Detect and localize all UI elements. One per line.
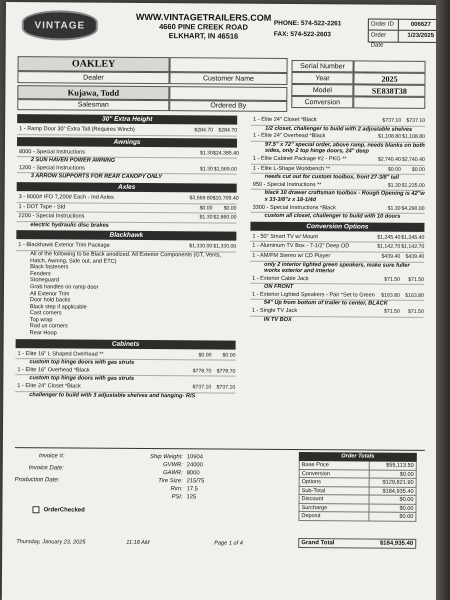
line-item-price: $0.00 — [199, 204, 213, 212]
year-label: Year — [291, 72, 353, 84]
ordered-by-value — [169, 86, 287, 101]
line-item-price: $778.70 — [192, 368, 212, 375]
item-note: 2 SUN HAVEN POWER AWNING — [30, 157, 116, 164]
invoice-date-label: Invoice Date: — [28, 465, 64, 472]
line-item-total: $71.50 — [408, 276, 425, 283]
section-title: Blackhawk — [16, 230, 236, 241]
section-title: 30" Extra Height — [17, 114, 237, 125]
total-label: Sub-Total — [300, 487, 370, 495]
item-sub-line: Top wrap — [29, 317, 53, 324]
phone: PHONE: 574-522-2261 — [273, 19, 342, 28]
total-label: Discount — [300, 495, 370, 503]
serial-value — [354, 60, 426, 73]
line-item-total: $1,142.70 — [401, 244, 425, 251]
line-item-desc: 1 - Elite 16" Overhead *Black — [17, 366, 90, 374]
footer-time: 11:18 AM — [126, 539, 150, 547]
line-item-desc: 1 - Elite L-Shape Workbench ** — [252, 165, 331, 172]
total-value: $0.00 — [399, 496, 414, 503]
line-item-desc: 1 - Single TV Jack — [251, 307, 298, 315]
total-label: Options — [300, 478, 370, 486]
order-id: 006627 — [410, 21, 431, 28]
line-item-price: $1.30 — [199, 166, 213, 173]
line-item-price: $71.50 — [384, 276, 401, 283]
section-title: Conversion Options — [250, 221, 424, 231]
total-value: $129,821.90 — [382, 479, 414, 486]
footer-date: Thursday, January 23, 2025 — [16, 539, 86, 546]
conversion-value — [353, 96, 425, 109]
line-item-desc: 2200 - Special Instructions — [18, 213, 85, 220]
customer-name-label: Customer Name — [169, 72, 287, 85]
line-item-total: $71.50 — [407, 308, 424, 315]
line-item-price: $71.50 — [383, 308, 400, 315]
spec-label: Rim: — [170, 486, 183, 493]
line-item-price: $1.30 — [199, 149, 213, 157]
line-item-price: $1,330.00 — [189, 243, 213, 250]
right-options-column — [250, 116, 425, 324]
spec-value: 24000 — [186, 462, 203, 469]
total-label: Surcharge — [299, 504, 369, 512]
line-item-price: $0.00 — [387, 166, 401, 173]
item-note: challenger to build with 3 adjustable shelves and hanging- R/S — [29, 391, 196, 399]
conversion-label: Conversion — [291, 96, 353, 108]
line-item-price: $3,569.80 — [189, 195, 213, 202]
contact-info — [274, 18, 342, 40]
line-item-total: $1,108.80 — [401, 133, 426, 141]
line-item-price: $163.80 — [381, 292, 400, 299]
vintage-logo: VINTAGE — [22, 10, 98, 41]
line-item-price: $284.70 — [194, 127, 214, 134]
total-label: Conversion — [300, 470, 370, 478]
line-item-desc: 1 - 50" Smart TV w/ Mount — [252, 233, 319, 240]
line-item-total: $4,290.00 — [401, 205, 425, 212]
company-address-1: 4660 PINE CREEK ROAD — [159, 22, 248, 32]
trailer-specs — [133, 453, 205, 501]
spec-value: 10904 — [186, 454, 203, 461]
spec-value: 215/75 — [186, 478, 205, 485]
total-value: $0.00 — [399, 505, 414, 512]
total-row — [298, 512, 416, 521]
spec-label: Ship Weight: — [150, 454, 183, 461]
total-value: $55,113.50 — [386, 462, 414, 469]
salesman-label: Salesman — [17, 99, 169, 111]
item-sub-line: Door hold backs — [29, 297, 71, 304]
total-label: Deposit — [299, 512, 369, 520]
grand-total-value: $184,935.40 — [379, 540, 414, 547]
line-item-price: $1,245.40 — [377, 234, 401, 241]
line-item-total: $284.70 — [218, 127, 238, 134]
line-item-price: $0.00 — [198, 352, 212, 359]
order-id-label: Order ID — [369, 20, 399, 30]
line-item-desc: 1 - Elite 24" Closet *Black — [253, 116, 317, 124]
line-item-desc: 1 - Elite Cabinet Package #2 - PKG ** — [252, 155, 347, 163]
dealer-value: OAKLEY — [18, 56, 170, 72]
customer-name-value — [170, 57, 288, 73]
order-date: 1/23/2025 — [407, 32, 435, 39]
item-note: custom top hinge doors with gas struts — [29, 375, 135, 383]
line-item-desc: 1 - Elite 24" Closet *Black — [17, 383, 81, 390]
line-item-total: $24,385.40 — [212, 150, 239, 157]
dealer-label: Dealer — [17, 71, 169, 84]
item-note: black 10 drawer craftsman toolbox - Rough Opening is 42"w x 33-3/8"z x 18-1/4d — [264, 190, 425, 204]
line-item-desc: 1 - AM/FM Stereo w/ CD Player — [252, 252, 331, 260]
item-note: custom all closet, challenger to build with 10 doors — [264, 212, 401, 220]
spec-label: PSI: — [171, 494, 183, 501]
ordered-by-label: Ordered By — [169, 100, 287, 112]
line-item-price: $1,142.70 — [377, 243, 401, 251]
order-checked[interactable] — [32, 506, 84, 513]
line-item-total: $2,860.00 — [213, 214, 237, 221]
spec-value: 8000 — [186, 470, 200, 477]
line-item-desc: 1 - Ramp Door 30" Extra Tall (Requires Winch) — [19, 126, 135, 133]
line-item-price: $1,108.80 — [377, 133, 402, 140]
divider — [15, 447, 425, 451]
order-checked-checkbox[interactable] — [32, 506, 39, 513]
line-item-price: $439.40 — [381, 253, 401, 260]
total-label: Base Price — [300, 461, 370, 469]
spec-value: 17.5 — [186, 486, 198, 493]
line-item-desc: 1 - Elite 24" Overhead *Black — [253, 132, 326, 140]
item-sub-line: All Exterior Trim — [29, 290, 70, 297]
line-item-price: $1.30 — [387, 182, 401, 189]
item-sub-line: Black fasteners — [30, 264, 69, 271]
line-item-desc: 3300 - Special Instructions *Black — [252, 204, 336, 211]
footer-page: Page 1 of 4 — [214, 540, 243, 547]
item-note: 1/2 closet, challenger to build with 2 adjustable shelves — [265, 125, 413, 133]
item-note: needs cut out for custom toolbox, front 27-3/8" tall — [264, 173, 399, 181]
item-sub-line: Stoneguard — [30, 277, 60, 284]
item-note: 54" Up from bottom of trailer to center, BLACK — [263, 300, 388, 308]
line-item-total: $0.00 — [223, 205, 237, 212]
section-title: Axles — [17, 182, 237, 193]
grand-total-label: Grand Total — [301, 540, 335, 547]
company-name: WWW.VINTAGETRAILERS.COM — [135, 11, 272, 23]
item-note: custom top hinge doors with gas struts — [29, 359, 135, 367]
line-item-total: $737.10 — [406, 117, 426, 124]
line-item-desc: 1 - Elite 16" L Shaped Overhead ** — [17, 350, 104, 358]
section-title: Awnings — [17, 137, 237, 148]
item-sub-line: Fenders — [30, 270, 51, 278]
section-title: Cabinets — [16, 339, 236, 350]
line-item-desc: 1 - DOT Tape - Std — [18, 203, 66, 210]
production-date-label: Production Date: — [14, 477, 60, 484]
line-item-total: $778.70 — [216, 368, 236, 375]
item-note: IN TV BOX — [263, 316, 292, 323]
left-options-column — [15, 112, 237, 400]
line-item-total: $1,245.40 — [401, 234, 425, 241]
order-totals-title: Order Totals — [299, 452, 417, 462]
total-value: $0.00 — [399, 471, 414, 478]
line-item-total: $163.80 — [405, 292, 424, 299]
line-item — [17, 125, 237, 136]
item-note: 3 ARROW SUPPORTS FOR REAR CANOPY ONLY — [30, 173, 163, 181]
year-value: 2025 — [353, 72, 425, 85]
line-item-total: $737.10 — [216, 384, 236, 391]
line-item-price: $737.10 — [382, 117, 402, 124]
item-sub-line: Grab handles on ramp door — [29, 284, 99, 291]
item-sub-line: Black step if applicable — [29, 303, 87, 311]
item-note: ON FRONT — [263, 284, 294, 291]
spec-label: GVWR: — [163, 462, 183, 469]
line-item-total: $439.40 — [405, 253, 425, 260]
order-checked-label: OrderChecked — [43, 506, 85, 514]
total-value: $0.00 — [399, 513, 414, 520]
item-sub-line: Rear Hoop — [29, 330, 57, 337]
item-note: electric hydraulic disc brakes — [30, 221, 109, 229]
company-info — [136, 13, 272, 41]
line-item-price: $737.10 — [192, 384, 212, 391]
line-item-desc: 1 - Aluminum TV Box - 7-1/2" Deep OD — [252, 243, 350, 250]
total-value: $184,935.40 — [382, 488, 414, 495]
order-id-box — [368, 19, 444, 49]
order-totals — [298, 452, 416, 521]
grand-total — [298, 538, 416, 549]
serial-label: Serial Number — [292, 60, 354, 72]
item-sub-line: Cast corners — [29, 310, 62, 317]
item-sub-line: All of the following to be Black anodized. All Exterior Components (GT, Vents, Hatch, Awning, Side out, and ETC) — [30, 251, 222, 265]
model-label: Model — [291, 84, 353, 96]
order-date-label: Order Date — [369, 31, 399, 42]
model-value: SE838T38 — [353, 84, 425, 97]
background-edge — [436, 0, 450, 600]
line-item-total: $1,569.00 — [213, 166, 237, 173]
line-item-total: $10,709.40 — [212, 195, 239, 202]
line-item-total: $1,235.00 — [401, 182, 425, 189]
line-item-desc: 1 - Exterior Lighted Speakers - Pair *Set to Green — [251, 291, 375, 299]
company-address-2: ELKHART, IN 46516 — [168, 31, 239, 41]
line-item-desc: 1 - Blackhawk Exterior Trim Package — [18, 242, 110, 250]
line-item-desc: 8000 - Special Instructions — [18, 148, 85, 156]
line-item-price: $1.30 — [387, 205, 401, 212]
line-item-total: $1,330.00 — [213, 243, 237, 250]
item-note: 97.5" x 72" special order, above ramp, needs blanks on both sides, only 2 top hinge doors, 24" deep — [264, 141, 425, 155]
line-item-total: $0.00 — [222, 352, 236, 359]
line-item-total: $0.00 — [411, 166, 425, 173]
spec-label: Tire Size: — [158, 478, 183, 485]
line-item-price: $2,740.40 — [377, 156, 401, 163]
item-sub-line: Rad us corners — [29, 323, 68, 330]
invoice-label: Invoice #: — [38, 453, 65, 460]
invoice-info — [15, 450, 65, 486]
fax: FAX: 574-522-2603 — [273, 30, 331, 39]
line-item-price: $1.30 — [199, 214, 213, 221]
salesman-value: Kujawa, Todd — [17, 85, 169, 100]
spec-row — [133, 493, 205, 502]
order-sheet — [2, 2, 444, 600]
spec-label: GAWR: — [163, 470, 183, 477]
line-item-desc: 3 - 8000# IFO 7,200# Each - Ind Axles — [18, 194, 114, 201]
item-note: only 2 interior lighted green speakers, make sure fuller works exterior and interior — [264, 261, 410, 275]
line-item-desc: 1200 - Special Instructions — [18, 164, 85, 172]
spec-value: 125 — [186, 494, 197, 501]
line-item-desc: 950 - Special Instructions ** — [252, 181, 322, 188]
line-item-desc: 1 - Exterior Cable Jack — [252, 275, 309, 282]
line-item-total: $2,740.40 — [401, 156, 425, 163]
